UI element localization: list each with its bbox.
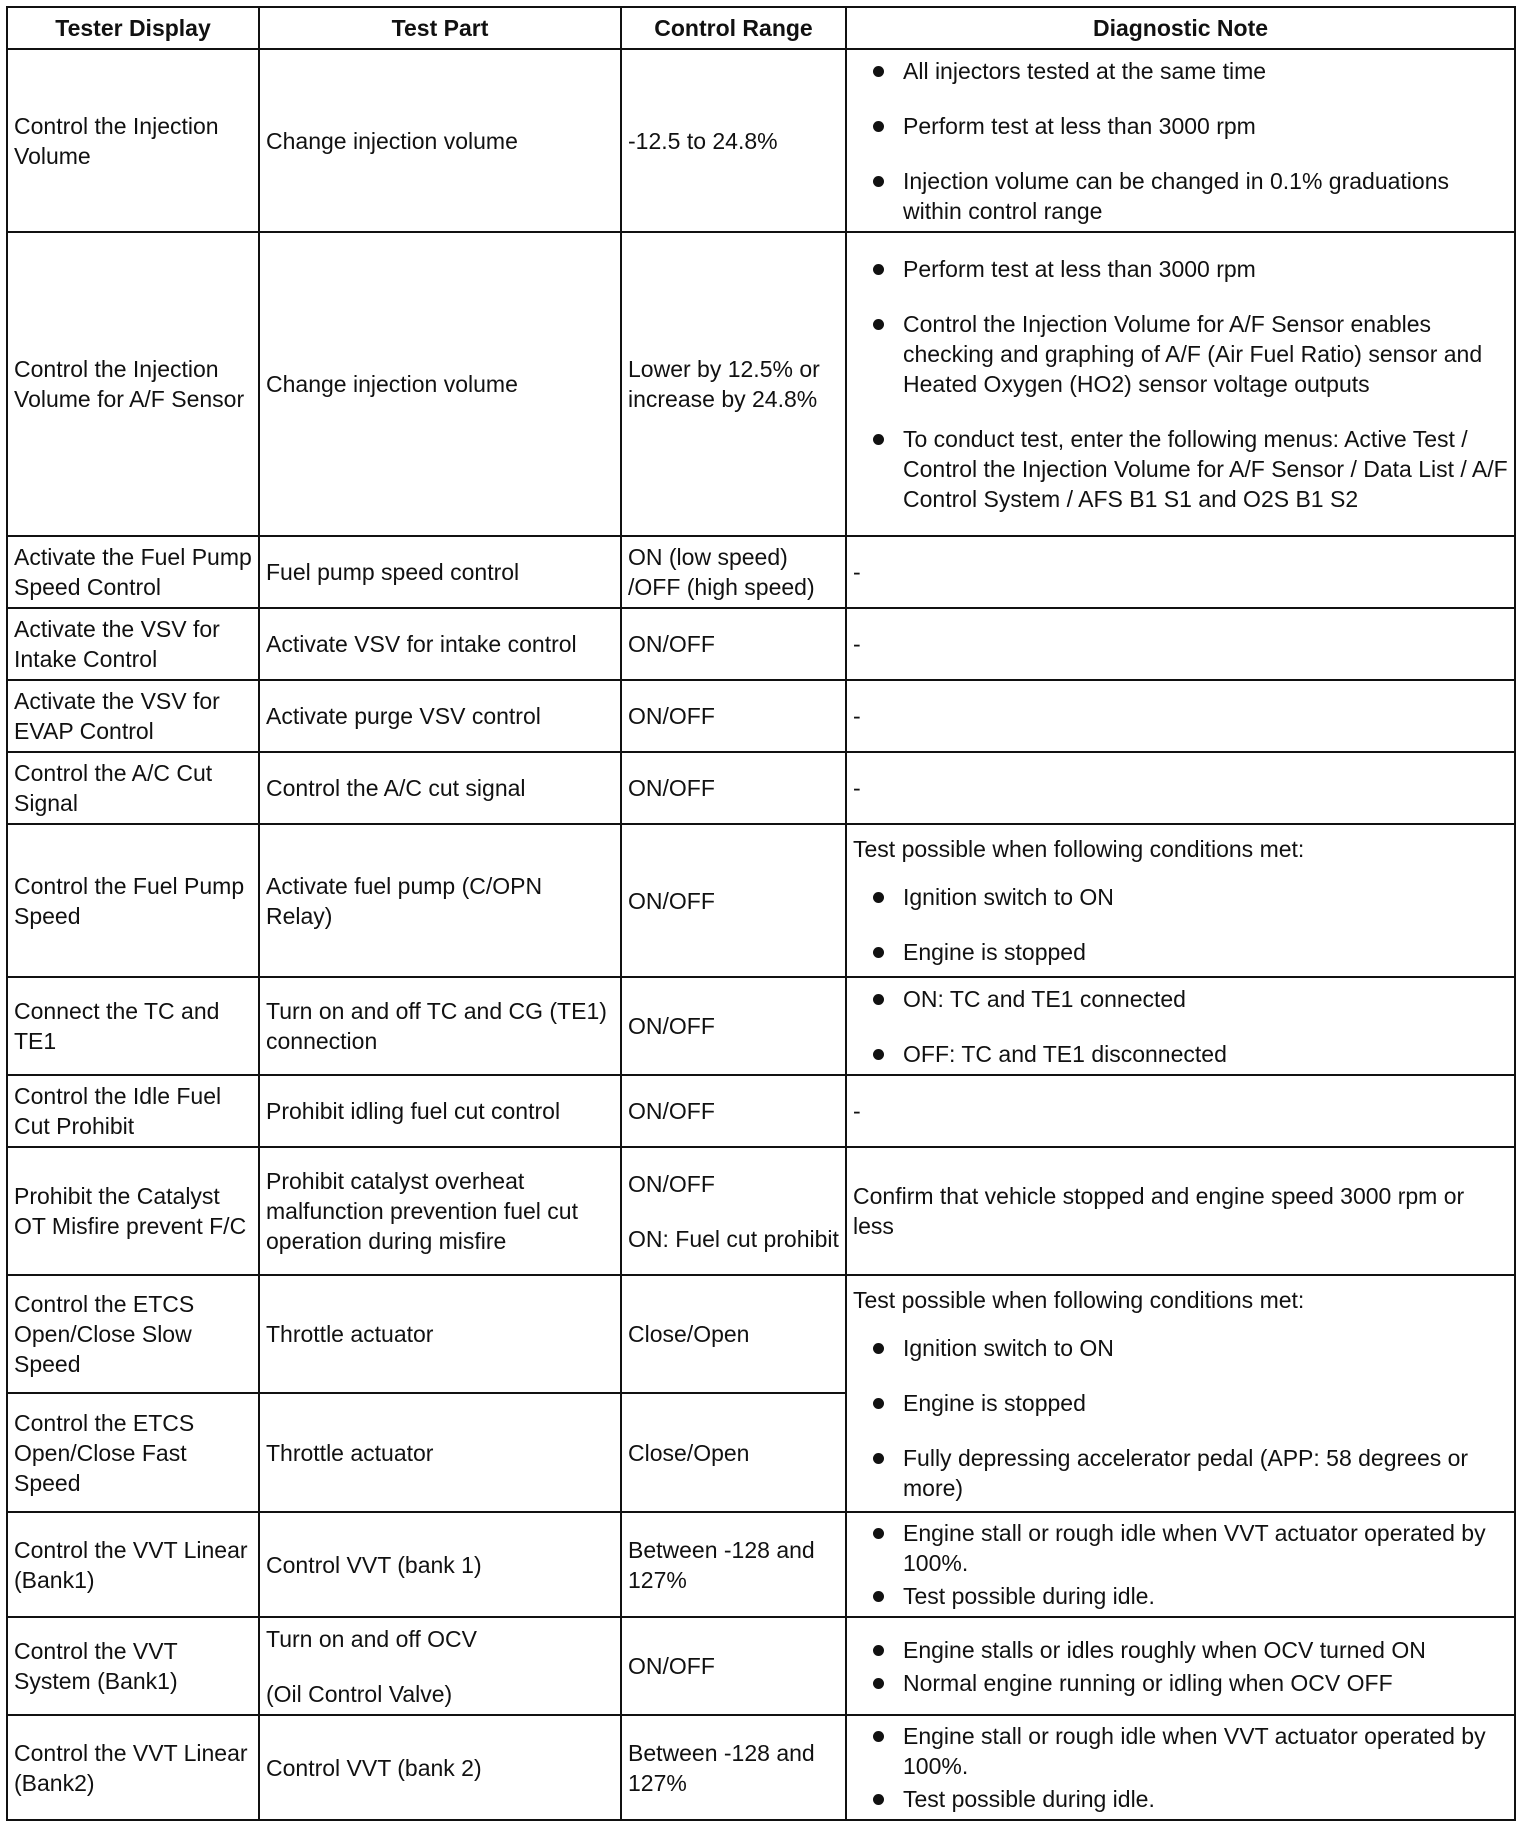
note-bullet: Test possible during idle. — [853, 1784, 1508, 1814]
cell-control-range: ON/OFF — [621, 752, 846, 824]
header-tester-display: Tester Display — [7, 7, 259, 49]
cell-diagnostic-note: - — [846, 752, 1515, 824]
test-part-line: (Oil Control Valve) — [266, 1680, 453, 1707]
cell-tester-display: Activate the Fuel Pump Speed Control — [7, 536, 259, 608]
note-bullet: Perform test at less than 3000 rpm — [853, 111, 1508, 141]
note-bullet-list — [853, 1635, 1508, 1698]
cell-test-part: Fuel pump speed control — [259, 536, 621, 608]
table-row — [7, 536, 1515, 608]
cell-test-part — [259, 1617, 621, 1715]
cell-control-range: ON/OFF — [621, 1617, 846, 1715]
cell-tester-display: Control the ETCS Open/Close Fast Speed — [7, 1393, 259, 1512]
table-row — [7, 1075, 1515, 1147]
note-bullet-list — [853, 1333, 1508, 1503]
cell-test-part: Throttle actuator — [259, 1275, 621, 1393]
cell-tester-display: Prohibit the Catalyst OT Misfire prevent F/C — [7, 1147, 259, 1275]
table-row — [7, 49, 1515, 232]
cell-diagnostic-note — [846, 232, 1515, 536]
cell-control-range: ON/OFF — [621, 824, 846, 977]
table-row — [7, 1617, 1515, 1715]
note-bullet: Injection volume can be changed in 0.1% graduations within control range — [853, 166, 1508, 226]
cell-tester-display: Control the A/C Cut Signal — [7, 752, 259, 824]
cell-diagnostic-note: - — [846, 536, 1515, 608]
cell-tester-display: Connect the TC and TE1 — [7, 977, 259, 1075]
range-line: ON: Fuel cut prohibit — [628, 1225, 839, 1252]
table-row — [7, 1275, 1515, 1393]
cell-control-range: -12.5 to 24.8% — [621, 49, 846, 232]
cell-control-range: Between -128 and 127% — [621, 1512, 846, 1617]
cell-tester-display: Control the Idle Fuel Cut Prohibit — [7, 1075, 259, 1147]
header-test-part: Test Part — [259, 7, 621, 49]
note-bullet: Engine is stopped — [853, 1388, 1508, 1418]
cell-diagnostic-note — [846, 49, 1515, 232]
cell-diagnostic-note — [846, 1512, 1515, 1617]
cell-diagnostic-note — [846, 1617, 1515, 1715]
cell-test-part: Control VVT (bank 2) — [259, 1715, 621, 1820]
note-bullet: All injectors tested at the same time — [853, 56, 1508, 86]
note-bullet: Normal engine running or idling when OCV OFF — [853, 1668, 1508, 1698]
note-bullet: Fully depressing accelerator pedal (APP: 58 degrees or more) — [853, 1443, 1508, 1503]
range-line: ON/OFF — [628, 1170, 715, 1197]
cell-control-range — [621, 1147, 846, 1275]
note-intro: Test possible when following conditions met: — [853, 836, 1305, 862]
note-bullet: Engine stall or rough idle when VVT actuator operated by 100%. — [853, 1721, 1508, 1781]
note-bullet: Engine stalls or idles roughly when OCV turned ON — [853, 1635, 1508, 1665]
note-bullet: ON: TC and TE1 connected — [853, 984, 1508, 1014]
table-row — [7, 232, 1515, 536]
note-bullet-list — [853, 254, 1508, 514]
cell-test-part: Control VVT (bank 1) — [259, 1512, 621, 1617]
note-bullet-list — [853, 56, 1508, 226]
cell-control-range: Close/Open — [621, 1275, 846, 1393]
cell-tester-display: Control the Injection Volume for A/F Sensor — [7, 232, 259, 536]
cell-diagnostic-note: - — [846, 608, 1515, 680]
note-bullet-list — [853, 882, 1508, 967]
cell-control-range: Lower by 12.5% or increase by 24.8% — [621, 232, 846, 536]
cell-diagnostic-note — [846, 1275, 1515, 1512]
cell-control-range: ON/OFF — [621, 1075, 846, 1147]
note-bullet: Ignition switch to ON — [853, 882, 1508, 912]
table-row — [7, 1512, 1515, 1617]
cell-test-part: Prohibit idling fuel cut control — [259, 1075, 621, 1147]
cell-test-part: Change injection volume — [259, 49, 621, 232]
table-row — [7, 1715, 1515, 1820]
table-row — [7, 824, 1515, 977]
note-bullet: Engine stall or rough idle when VVT actuator operated by 100%. — [853, 1518, 1508, 1578]
table-row — [7, 608, 1515, 680]
cell-test-part: Control the A/C cut signal — [259, 752, 621, 824]
header-diagnostic-note: Diagnostic Note — [846, 7, 1515, 49]
note-bullet: Engine is stopped — [853, 937, 1508, 967]
note-bullet: OFF: TC and TE1 disconnected — [853, 1039, 1508, 1069]
note-bullet: Control the Injection Volume for A/F Sensor enables checking and graphing of A/F (Air Fuel Ratio) sensor and Heated Oxygen (HO2) sensor voltage outputs — [853, 309, 1508, 399]
cell-diagnostic-note: - — [846, 680, 1515, 752]
note-intro: Test possible when following conditions met: — [853, 1286, 1305, 1313]
cell-control-range: ON (low speed) /OFF (high speed) — [621, 536, 846, 608]
cell-tester-display: Control the VVT Linear (Bank1) — [7, 1512, 259, 1617]
cell-tester-display: Control the VVT System (Bank1) — [7, 1617, 259, 1715]
cell-diagnostic-note — [846, 824, 1515, 977]
note-bullet: To conduct test, enter the following menus: Active Test / Control the Injection Volume for A/F Sensor / Data List / A/F Control System / AFS B1 S1 and O2S B1 S2 — [853, 424, 1508, 514]
table-row — [7, 680, 1515, 752]
cell-tester-display: Activate the VSV for Intake Control — [7, 608, 259, 680]
active-test-table — [6, 6, 1516, 1821]
note-bullet: Test possible during idle. — [853, 1581, 1508, 1611]
diagnostic-table-container — [6, 6, 1514, 1821]
cell-diagnostic-note: Confirm that vehicle stopped and engine speed 3000 rpm or less — [846, 1147, 1515, 1275]
note-bullet: Ignition switch to ON — [853, 1333, 1508, 1363]
cell-diagnostic-note: - — [846, 1075, 1515, 1147]
cell-control-range: ON/OFF — [621, 608, 846, 680]
cell-tester-display: Control the ETCS Open/Close Slow Speed — [7, 1275, 259, 1393]
cell-control-range: ON/OFF — [621, 680, 846, 752]
note-bullet-list — [853, 1518, 1508, 1611]
cell-test-part: Activate VSV for intake control — [259, 608, 621, 680]
cell-diagnostic-note — [846, 1715, 1515, 1820]
cell-tester-display: Activate the VSV for EVAP Control — [7, 680, 259, 752]
table-row — [7, 977, 1515, 1075]
cell-tester-display: Control the Injection Volume — [7, 49, 259, 232]
note-bullet-list — [853, 984, 1508, 1069]
table-row — [7, 752, 1515, 824]
cell-test-part: Throttle actuator — [259, 1393, 621, 1512]
cell-control-range: Between -128 and 127% — [621, 1715, 846, 1820]
note-bullet-list — [853, 1721, 1508, 1814]
cell-control-range: Close/Open — [621, 1393, 846, 1512]
table-row — [7, 1147, 1515, 1275]
cell-test-part: Turn on and off TC and CG (TE1) connection — [259, 977, 621, 1075]
cell-test-part: Prohibit catalyst overheat malfunction prevention fuel cut operation during misfire — [259, 1147, 621, 1275]
note-bullet: Perform test at less than 3000 rpm — [853, 254, 1508, 284]
cell-test-part: Activate fuel pump (C/OPN Relay) — [259, 824, 621, 977]
cell-tester-display: Control the Fuel Pump Speed — [7, 824, 259, 977]
table-header-row — [7, 7, 1515, 49]
cell-test-part: Change injection volume — [259, 232, 621, 536]
test-part-line: Turn on and off OCV — [266, 1625, 477, 1652]
cell-diagnostic-note — [846, 977, 1515, 1075]
cell-tester-display: Control the VVT Linear (Bank2) — [7, 1715, 259, 1820]
cell-control-range: ON/OFF — [621, 977, 846, 1075]
header-control-range: Control Range — [621, 7, 846, 49]
cell-test-part: Activate purge VSV control — [259, 680, 621, 752]
